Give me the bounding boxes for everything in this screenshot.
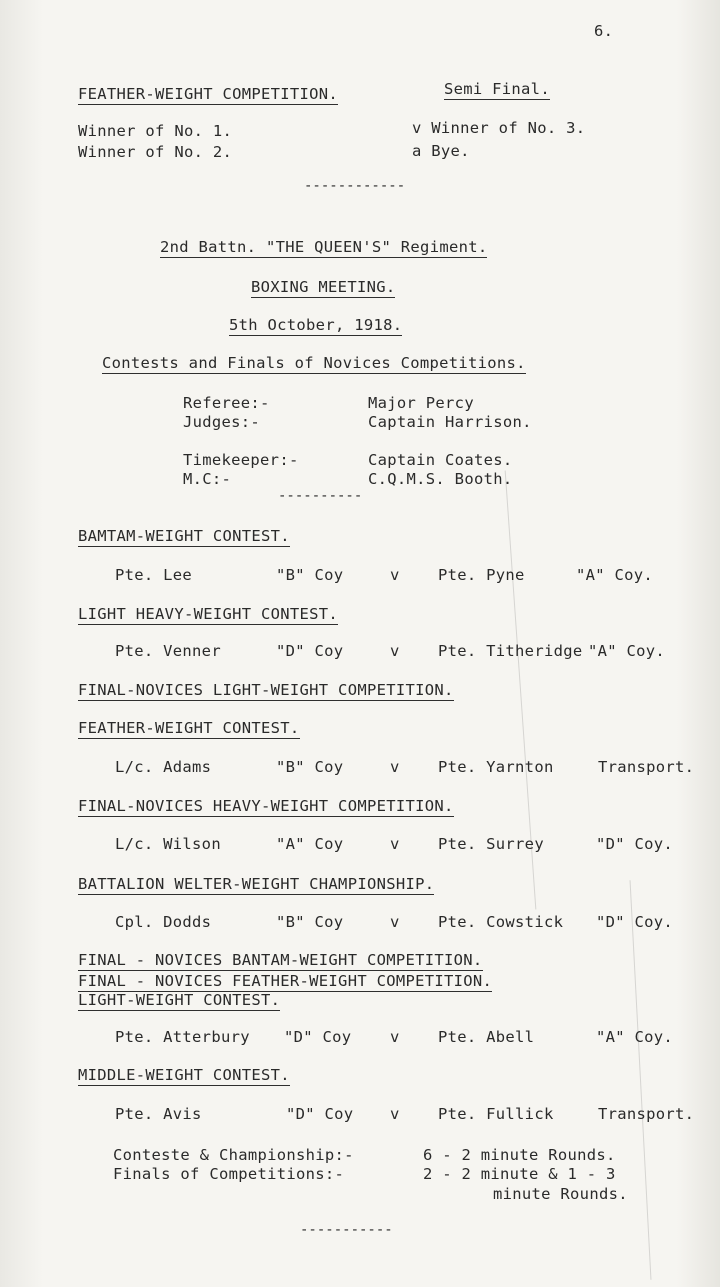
boxer-b-unit: "D" Coy.	[596, 835, 674, 853]
boxer-a: Pte. Venner	[115, 642, 221, 660]
boxer-b: Pte. Fullick	[438, 1105, 554, 1123]
boxer-a-unit: "B" Coy	[276, 566, 344, 584]
official-role: Timekeeper:-	[183, 451, 299, 469]
rounds-label: Conteste & Championship:-	[113, 1146, 354, 1164]
boxer-b-unit: Transport.	[598, 758, 695, 776]
versus: v	[390, 1028, 400, 1046]
boxer-a: Pte. Avis	[115, 1105, 202, 1123]
versus: v	[390, 1105, 400, 1123]
divider: ------------	[304, 178, 406, 194]
versus: v	[390, 642, 400, 660]
official-name: Major Percy	[368, 394, 474, 412]
boxer-b-unit: "D" Coy.	[596, 913, 674, 931]
official-name: C.Q.M.S. Booth.	[368, 470, 513, 488]
section-heading: BAMTAM-WEIGHT CONTEST.	[78, 527, 290, 545]
section-heading: FINAL - NOVICES BANTAM-WEIGHT COMPETITION.	[78, 951, 483, 969]
section-heading: LIGHT HEAVY-WEIGHT CONTEST.	[78, 605, 339, 623]
section-heading: FINAL-NOVICES HEAVY-WEIGHT COMPETITION.	[78, 797, 454, 815]
rounds-value: 2 - 2 minute & 1 - 3	[423, 1165, 616, 1183]
official-role: Referee:-	[183, 394, 270, 412]
official-name: Captain Coates.	[368, 451, 513, 469]
semi-final-label: Semi Final.	[444, 80, 550, 98]
official-name: Captain Harrison.	[368, 413, 532, 431]
boxer-a-unit: "A" Coy	[276, 835, 344, 853]
semi-right-2: a Bye.	[412, 142, 470, 160]
boxer-a: Pte. Atterbury	[115, 1028, 250, 1046]
paper-crease	[630, 880, 652, 1280]
versus: v	[390, 758, 400, 776]
section-heading: MIDDLE-WEIGHT CONTEST.	[78, 1066, 290, 1084]
section-heading: FINAL-NOVICES LIGHT-WEIGHT COMPETITION.	[78, 681, 454, 699]
boxer-b: Pte. Surrey	[438, 835, 544, 853]
official-role: Judges:-	[183, 413, 261, 431]
boxer-b: Pte. Titheridge	[438, 642, 583, 660]
boxer-a-unit: "D" Coy	[276, 642, 344, 660]
boxer-b: Pte. Cowstick	[438, 913, 564, 931]
section-heading: FINAL - NOVICES FEATHER-WEIGHT COMPETITION.	[78, 972, 493, 990]
meeting-subtitle: Contests and Finals of Novices Competitions.	[102, 354, 526, 372]
boxer-a-unit: "B" Coy	[276, 758, 344, 776]
section-heading: FEATHER-WEIGHT CONTEST.	[78, 719, 300, 737]
boxer-a-unit: "B" Coy	[276, 913, 344, 931]
rounds-value: 6 - 2 minute Rounds.	[423, 1146, 616, 1164]
boxer-b-unit: "A" Coy.	[596, 1028, 674, 1046]
semi-left-2: Winner of No. 2.	[78, 143, 233, 161]
boxer-b: Pte. Pyne	[438, 566, 525, 584]
rounds-value: minute Rounds.	[493, 1185, 628, 1203]
feather-competition-title: FEATHER-WEIGHT COMPETITION.	[78, 85, 339, 103]
boxer-b-unit: "A" Coy.	[576, 566, 654, 584]
battalion-title: 2nd Battn. "THE QUEEN'S" Regiment.	[160, 238, 488, 256]
versus: v	[390, 913, 400, 931]
section-heading: BATTALION WELTER-WEIGHT CHAMPIONSHIP.	[78, 875, 435, 893]
meeting-title: BOXING MEETING.	[251, 278, 396, 296]
section-heading: LIGHT-WEIGHT CONTEST.	[78, 991, 281, 1009]
divider: ----------	[278, 488, 363, 504]
semi-left-1: Winner of No. 1.	[78, 122, 233, 140]
boxer-a: Pte. Lee	[115, 566, 193, 584]
boxer-a: Cpl. Dodds	[115, 913, 212, 931]
boxer-a-unit: "D" Coy	[286, 1105, 354, 1123]
rounds-label: Finals of Competitions:-	[113, 1165, 345, 1183]
boxer-a-unit: "D" Coy	[284, 1028, 352, 1046]
boxer-b-unit: Transport.	[598, 1105, 695, 1123]
official-role: M.C:-	[183, 470, 232, 488]
semi-right-1: v Winner of No. 3.	[412, 119, 586, 137]
boxer-b: Pte. Yarnton	[438, 758, 554, 776]
divider: -----------	[300, 1222, 393, 1238]
versus: v	[390, 566, 400, 584]
boxer-b: Pte. Abell	[438, 1028, 535, 1046]
boxer-a: L/c. Adams	[115, 758, 212, 776]
versus: v	[390, 835, 400, 853]
page-number: 6.	[594, 22, 614, 40]
meeting-date: 5th October, 1918.	[229, 316, 403, 334]
boxer-b-unit: "A" Coy.	[588, 642, 666, 660]
boxer-a: L/c. Wilson	[115, 835, 221, 853]
